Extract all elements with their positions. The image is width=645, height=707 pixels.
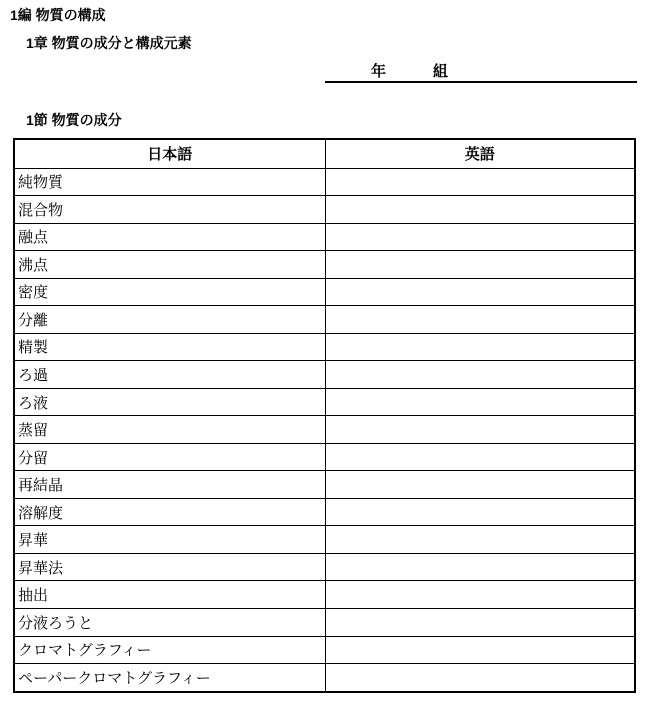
section-heading: 1節 物質の成分: [26, 112, 122, 128]
english-cell: [325, 609, 635, 637]
japanese-cell: 分離: [14, 306, 325, 334]
vocab-table-body: [14, 168, 635, 692]
japanese-cell: クロマトグラフィー: [14, 636, 325, 664]
english-cell: [325, 471, 635, 499]
english-cell: [325, 553, 635, 581]
chapter-heading: 1章 物質の成分と構成元素: [26, 35, 192, 51]
table-row: [14, 498, 635, 526]
table-row: [14, 526, 635, 554]
table-row: [14, 223, 635, 251]
table-row: [14, 636, 635, 664]
english-cell: [325, 251, 635, 279]
japanese-cell: ろ液: [14, 388, 325, 416]
english-cell: [325, 581, 635, 609]
table-row: [14, 581, 635, 609]
table-row: [14, 333, 635, 361]
table-row: [14, 251, 635, 279]
table-row: [14, 168, 635, 196]
table-row: [14, 361, 635, 389]
japanese-cell: 蒸留: [14, 416, 325, 444]
name-field: [325, 58, 637, 84]
vocab-table: [13, 138, 636, 693]
name-underline: [325, 81, 637, 83]
table-row: [14, 443, 635, 471]
japanese-cell: ろ過: [14, 361, 325, 389]
japanese-cell: 抽出: [14, 581, 325, 609]
japanese-cell: ペーパークロマトグラフィー: [14, 664, 325, 692]
table-row: [14, 553, 635, 581]
english-cell: [325, 196, 635, 224]
year-label: 年: [371, 63, 387, 80]
japanese-cell: 密度: [14, 278, 325, 306]
english-cell: [325, 333, 635, 361]
english-cell: [325, 278, 635, 306]
japanese-cell: 分液ろうと: [14, 609, 325, 637]
table-row: [14, 664, 635, 692]
table-header-japanese: 日本語: [14, 139, 325, 168]
english-cell: [325, 664, 635, 692]
english-cell: [325, 526, 635, 554]
table-header-row: [14, 139, 635, 168]
japanese-cell: 昇華法: [14, 553, 325, 581]
japanese-cell: 純物質: [14, 168, 325, 196]
english-cell: [325, 361, 635, 389]
table-row: [14, 306, 635, 334]
english-cell: [325, 636, 635, 664]
part-heading: 1編 物質の構成: [10, 7, 106, 23]
japanese-cell: 溶解度: [14, 498, 325, 526]
japanese-cell: 沸点: [14, 251, 325, 279]
table-row: [14, 416, 635, 444]
japanese-cell: 分留: [14, 443, 325, 471]
japanese-cell: 昇華: [14, 526, 325, 554]
table-row: [14, 388, 635, 416]
table-row: [14, 471, 635, 499]
english-cell: [325, 306, 635, 334]
table-row: [14, 609, 635, 637]
japanese-cell: 再結晶: [14, 471, 325, 499]
english-cell: [325, 443, 635, 471]
english-cell: [325, 168, 635, 196]
english-cell: [325, 388, 635, 416]
table-row: [14, 196, 635, 224]
table-header-english: 英語: [325, 139, 635, 168]
japanese-cell: 精製: [14, 333, 325, 361]
english-cell: [325, 498, 635, 526]
english-cell: [325, 416, 635, 444]
japanese-cell: 混合物: [14, 196, 325, 224]
english-cell: [325, 223, 635, 251]
table-row: [14, 278, 635, 306]
japanese-cell: 融点: [14, 223, 325, 251]
class-label: 組: [433, 63, 449, 80]
